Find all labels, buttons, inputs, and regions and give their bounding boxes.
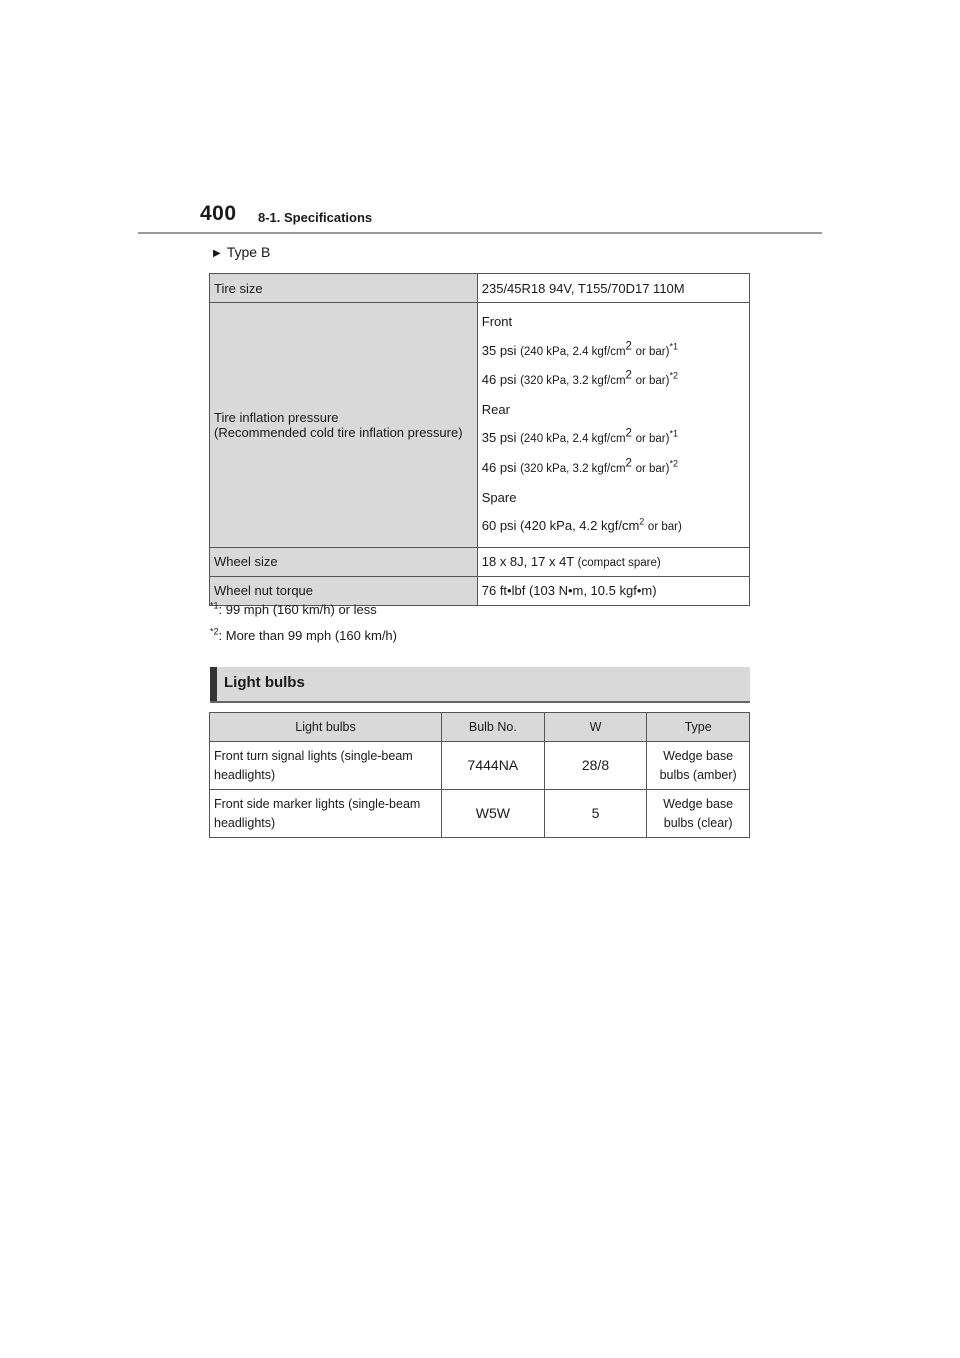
wheel-nut-torque-label: Wheel nut torque bbox=[210, 576, 478, 605]
column-header-bulb-no: Bulb No. bbox=[441, 713, 544, 742]
column-header-watts: W bbox=[544, 713, 647, 742]
light-bulbs-table bbox=[209, 712, 750, 838]
bulb-watts: 28/8 bbox=[544, 742, 647, 790]
column-header-type: Type bbox=[647, 713, 750, 742]
header-divider bbox=[138, 232, 822, 234]
tire-size-label: Tire size bbox=[210, 274, 478, 303]
bulb-type: Wedge base bulbs (clear) bbox=[647, 790, 750, 838]
bulb-watts: 5 bbox=[544, 790, 647, 838]
table-row bbox=[210, 303, 750, 548]
table-header-row bbox=[210, 713, 750, 742]
triangle-bullet-icon: ▶ bbox=[213, 248, 221, 259]
tire-pressure-values bbox=[477, 303, 749, 548]
type-subheading bbox=[213, 244, 270, 260]
page-header bbox=[138, 202, 822, 234]
page-number: 400 bbox=[200, 202, 237, 225]
wheel-size-value: 18 x 8J, 17 x 4T (compact spare) bbox=[477, 547, 749, 576]
bulb-type: Wedge base bulbs (amber) bbox=[647, 742, 750, 790]
table-row bbox=[210, 274, 750, 303]
column-header-light-bulbs: Light bulbs bbox=[210, 713, 442, 742]
table-row bbox=[210, 790, 750, 838]
front-heading: Front bbox=[481, 314, 513, 329]
tire-pressure-label bbox=[210, 303, 478, 548]
light-bulbs-heading-text: Light bulbs bbox=[224, 674, 305, 691]
wheel-size-label: Wheel size bbox=[210, 547, 478, 576]
tire-spec-table bbox=[209, 273, 750, 606]
bulb-name: Front turn signal lights (single-beam headlights) bbox=[210, 742, 442, 790]
table-row bbox=[210, 742, 750, 790]
spare-heading: Spare bbox=[481, 489, 517, 505]
heading-accent-bar bbox=[210, 667, 217, 701]
footnote-2: $^{*2}$: More than 99 mph (160 km/h) bbox=[210, 626, 397, 643]
front-pressure-1: 35 psi (240 kPa, 2.4 kgf/$cm^2$ or bar)$^{*1}$ bbox=[481, 340, 678, 358]
tire-size-value: 235/45R18 94V, T155/70D17 110M bbox=[477, 274, 749, 303]
rear-pressure-2: 46 psi (320 kPa, 3.2 kgf/$cm^2$ or bar)$^{*2}$ bbox=[481, 457, 678, 475]
tire-pressure-label-line1: Tire inflation pressure bbox=[214, 409, 339, 425]
spare-pressure: 60 psi (420 kPa, 4.2 kgf/$cm^2$ or bar) bbox=[481, 516, 682, 534]
rear-pressure-1: 35 psi (240 kPa, 2.4 kgf/$cm^2$ or bar)$^{*1}$ bbox=[481, 428, 678, 446]
front-pressure-2: 46 psi (320 kPa, 3.2 kgf/$cm^2$ or bar)$^{*2}$ bbox=[481, 369, 678, 388]
bulb-number: 7444NA bbox=[441, 742, 544, 790]
table-row bbox=[210, 576, 750, 605]
rear-heading: Rear bbox=[481, 401, 510, 417]
subheading-text: Type B bbox=[226, 244, 271, 260]
tire-pressure-label-line2: (Recommended cold tire inflation pressure) bbox=[214, 424, 463, 440]
table-row bbox=[210, 547, 750, 576]
section-title: 8-1. Specifications bbox=[258, 210, 373, 225]
bulb-name: Front side marker lights (single-beam headlights) bbox=[210, 790, 442, 838]
footnote-1: $^{*1}$: 99 mph (160 km/h) or less bbox=[210, 600, 377, 617]
light-bulbs-heading bbox=[210, 667, 750, 703]
bulb-number: W5W bbox=[441, 790, 544, 838]
wheel-nut-torque-value: 76 ft•lbf (103 N•m, 10.5 kgf•m) bbox=[477, 576, 749, 605]
